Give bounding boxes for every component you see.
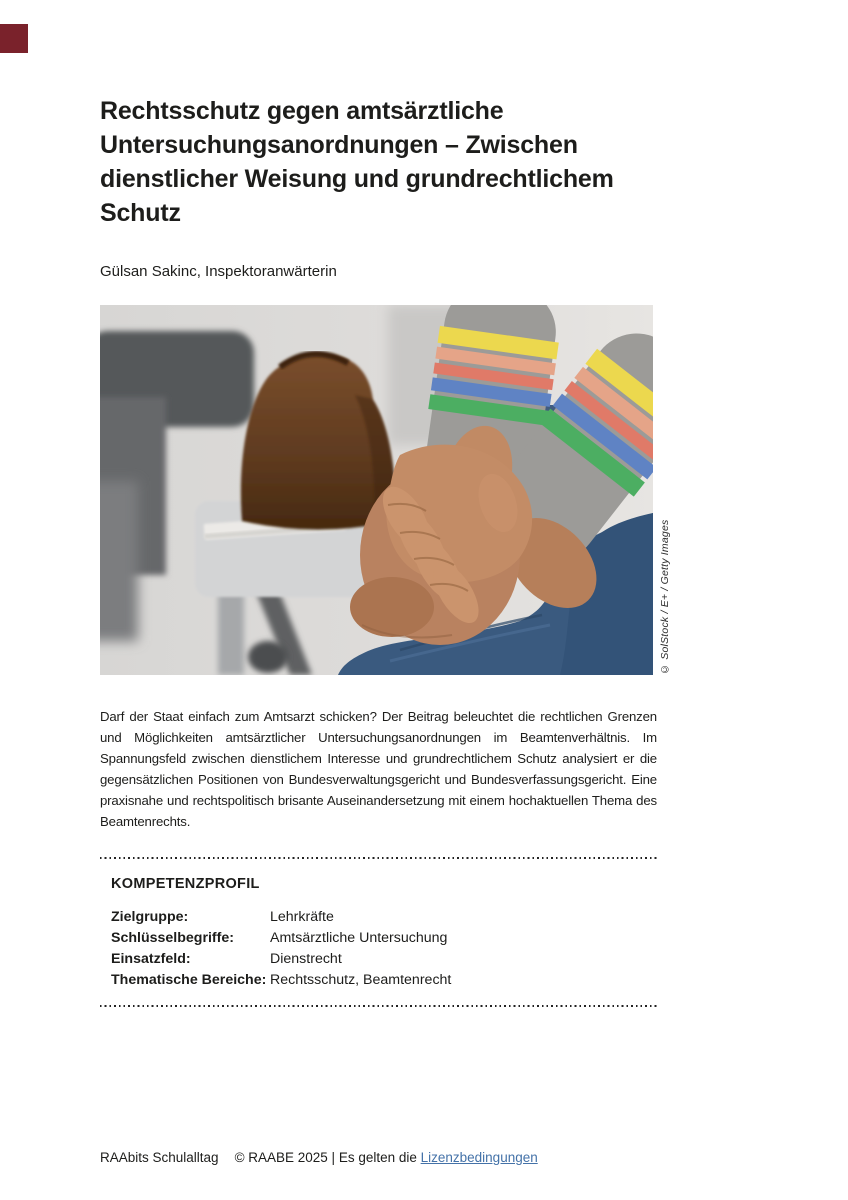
abstract-paragraph: Darf der Staat einfach zum Amtsarzt schicken? Der Beitrag beleuchtet die rechtlichen Grenzen und Möglichkeiten amtsärztlicher Untersuchungsanordnungen im Beamtenverhältnis. Im Spannungsfeld zwischen dienstlichem Interesse und grundrechtlichem Schutz analysiert er die gegensätzlichen Positionen von Bundesverwaltungsgericht und Bundesverfassungsgericht. Eine praxisnahe und rechtspolitisch brisante Auseinandersetzung mit einem hochaktuellen Thema des Beamtenrechts. [100, 709, 657, 829]
profile-value: Lehrkräfte [270, 909, 334, 925]
photo-credit: © SolStock / E+ / Getty Images [659, 519, 671, 675]
author-line: Gülsan Sakinc, Inspektoranwärterin [100, 263, 337, 280]
kompetenzprofil-rows [111, 907, 651, 991]
dotted-divider-bottom [100, 1005, 657, 1007]
article-photo [100, 305, 653, 675]
profile-label: Zielgruppe: [111, 909, 189, 925]
page-title: Rechtsschutz gegen amtsärztliche Untersuchungsanordnungen – Zwischen dienstlicher Weisung und grundrechtlichem Schutz [100, 97, 614, 227]
footer-copyright: © RAABE 2025 | Es gelten die [234, 1150, 421, 1165]
waiting-room-illustration [100, 305, 653, 675]
profile-row-einsatzfeld [111, 949, 651, 970]
profile-label: Schlüsselbegriffe: [111, 930, 234, 946]
profile-value: Amtsärztliche Untersuchung [270, 930, 448, 946]
profile-value: Dienstrecht [270, 951, 342, 967]
profile-row-thematische-bereiche [111, 970, 651, 991]
page-footer [100, 1149, 700, 1167]
profile-row-zielgruppe [111, 907, 651, 928]
kompetenzprofil-box [100, 857, 657, 1007]
profile-label: Thematische Bereiche: [111, 972, 267, 988]
kompetenzprofil-heading: KOMPETENZPROFIL [111, 876, 260, 892]
footer-brand: RAAbits Schulalltag [100, 1150, 219, 1165]
dotted-divider-top [100, 857, 657, 859]
license-link[interactable]: Lizenzbedingungen [420, 1150, 538, 1165]
profile-label: Einsatzfeld: [111, 951, 191, 967]
profile-value: Rechtsschutz, Beamtenrecht [270, 972, 452, 988]
corner-marker [0, 24, 28, 53]
profile-row-schluesselbegriffe [111, 928, 651, 949]
